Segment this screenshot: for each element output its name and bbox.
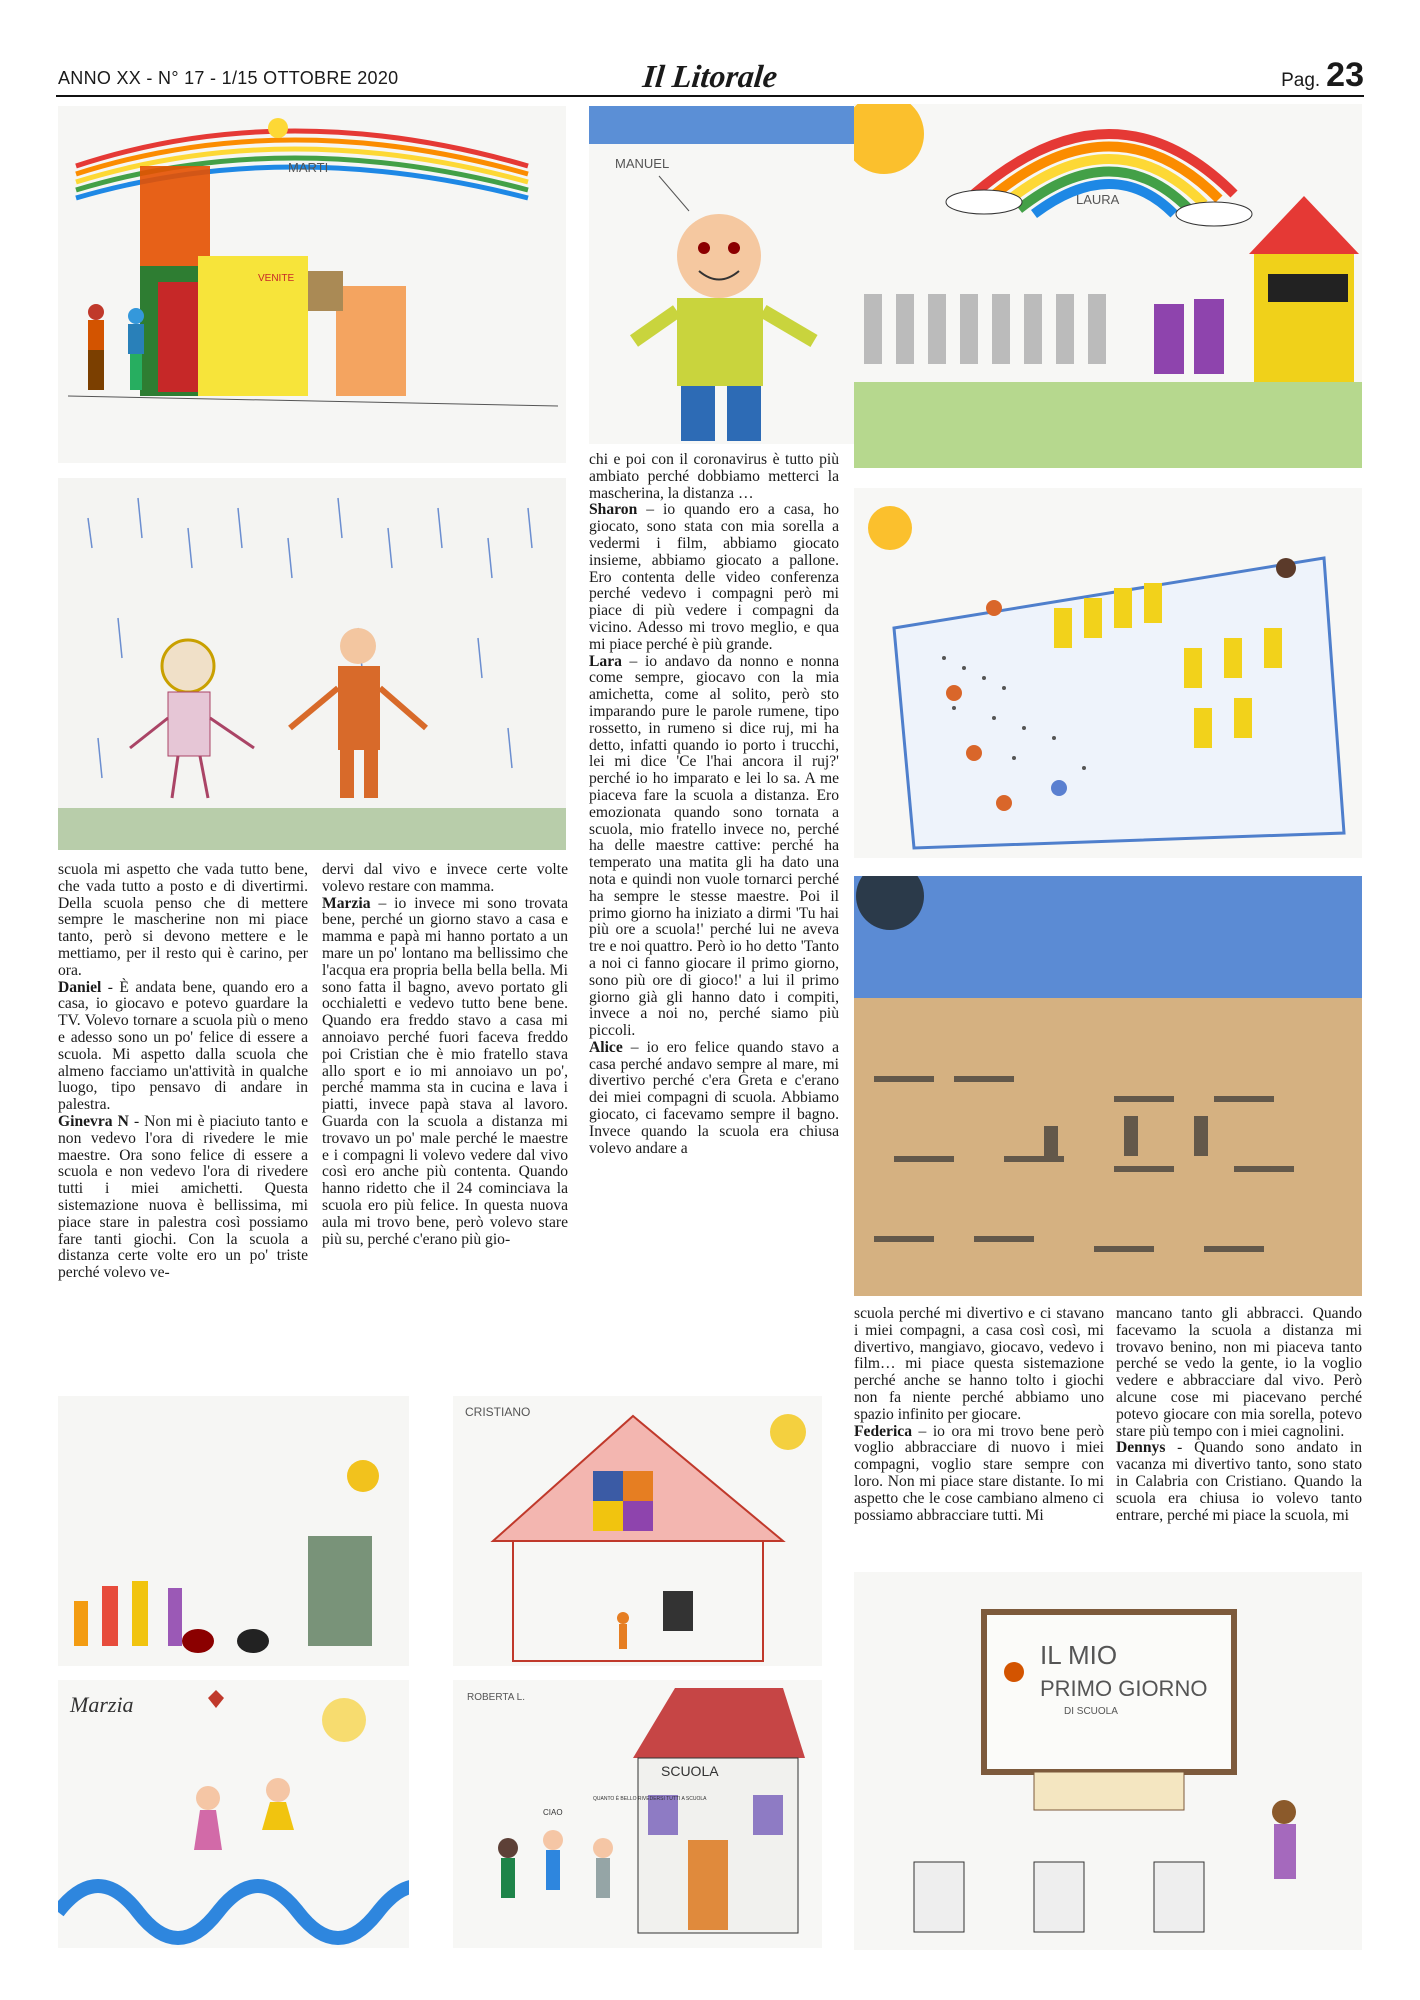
header-rule: [56, 95, 1364, 97]
dennys-answer: - Quando sono andato in vacanza mi divertivo tanto, sono stato in Calabria con Cristiano. Quando la scuola era chiusa io volevo tanto entrare, perché mi piace la scuola, mi: [1116, 1439, 1362, 1524]
issue-info: ANNO XX - N° 17 - 1/15 OTTOBRE 2020: [58, 68, 399, 88]
sharon-answer: – io quando ero a casa, ho giocato, sono stata con mia sorella a vedermi i film, abbiamo giocato insieme, abbiamo giocato a pallone. Ero contenta delle video conferenza perché vedevo i compagni però mi piace di più vedere i compagni da vicino. Adesso mi trovo meglio, e qua mi piace perché è più grande.: [589, 501, 839, 653]
intro-paragraph: scuola mi aspetto che vada tutto bene, che vada tutto a posto e di divertirmi. Della scuola penso che di mettere sempre le mascherine non mi piace tanto, però si devono mettere e le mettiamo, per il resto qui è carino, per ora.: [58, 861, 308, 979]
daniel-answer: - È andata bene, quando ero a casa, io giocavo e potevo guardare la TV. Volevo tornare a scuola più o meno e adesso sono un po' felice di essere a scuola. Mi aspetto dalla scuola che almeno facciamo un'attività in qualche luogo, tipo pensavo di andare in palestra.: [58, 978, 308, 1114]
article-column-1: [58, 862, 308, 1372]
drawing-marzia: [58, 1680, 409, 1948]
speaker-marzia: Marzia: [322, 894, 371, 912]
federica-answer: – io ora mi trovo bene però voglio abbracciare di nuovo i miei compagni, voglio stare sempre con loro. Non mi piace stare distante. Io mi aspetto che le cose cambiano almeno ci possiamo abbracciare tutti. Mi: [854, 1422, 1104, 1524]
marzia-name-text: Marzia: [70, 1692, 134, 1717]
board-line-2: PRIMO GIORNO: [1040, 1676, 1208, 1701]
page-label: Pag.: [1281, 70, 1321, 91]
marti-sign-text: VENITE: [258, 273, 295, 284]
roberta-sign-text: SCUOLA: [661, 1763, 719, 1779]
masthead-logo: [0, 58, 1420, 95]
drawing-laura: [854, 104, 1362, 468]
article-column-2: [322, 862, 568, 1372]
cristiano-name-text: CRISTIANO: [465, 1405, 531, 1419]
drawing-marti: [58, 106, 566, 463]
article-column-5: [1116, 1306, 1362, 1566]
ginevra-answer-continued: dervi dal vivo e invece certe volte volevo restare con mamma.: [322, 861, 568, 895]
drawing-blackboard: [854, 1572, 1362, 1950]
roberta-bubble-1: CIAO: [543, 1808, 563, 1817]
alice-answer-continued: scuola perché mi divertivo e ci stavano i miei compagni, a casa così così, mi divertivo, mangiavo, giocavo, vedevo i film… mi piace questa sistemazione perché anche se hanno tolto i giochi non fa niente perché abbiamo uno spazio infinito per giocare.: [854, 1305, 1104, 1423]
board-line-1: IL MIO: [1040, 1640, 1118, 1670]
drawing-cristiano: [453, 1396, 822, 1666]
speaker-daniel: Daniel: [58, 978, 102, 996]
marzia-answer-continued: chi e poi con il coronavirus è tutto più ambiato perché dobbiamo metterci la mascherina, la distanza …: [589, 451, 839, 502]
speaker-ginevra: Ginevra N: [58, 1112, 129, 1130]
speaker-alice: Alice: [589, 1038, 623, 1056]
speaker-lara: Lara: [589, 652, 622, 670]
drawing-classroom: [854, 488, 1362, 858]
speaker-sharon: Sharon: [589, 501, 638, 519]
speaker-dennys: Dennys: [1116, 1439, 1166, 1457]
manuel-name-text: MANUEL: [615, 156, 670, 171]
page-number-block: [1281, 56, 1364, 95]
article-column-4: [854, 1306, 1104, 1566]
board-line-3: DI SCUOLA: [1064, 1706, 1118, 1717]
page-number: 23: [1326, 56, 1364, 94]
marzia-answer: – io invece mi sono trovata bene, perché un giorno stavo a casa e mamma e papà mi hanno portato a un mare un po' lontano ma bellissimo che l'acqua era propria bella bella bella. Mi sono fatta il bagno, avevo portato gli occhialetti e vedevo tutto bene bene. Quando era freddo stavo a casa mi annoiavo perché fuori faceva freddo poi Cristian che è mio fratello stava allo sport e io mi annoiavo un po', perché mamma sta in cucina e lava i piatti, invece papà stava al lavoro. Guarda con la scuola a distanza mi trovavo un po' male perché le maestre e i compagni li volevo vedere dal vivo così ero anche più contenta. Quando hanno ridetto che il 24 cominciava la scuola ero più felice. In questa nuova aula mi trovo bene, però volevo stare più su, perché c'erano più gio-: [322, 894, 568, 1248]
masthead-text: Il Litorale: [641, 58, 780, 94]
ginevra-answer: - Non mi è piaciuto tanto e non vedevo l'ora di rivedere le mie maestre. Ora sono felice di essere a scuola e non vedevo l'ora di rivedere tutti i miei amichetti. Questa sistemazione nuova è bellissima, mi piace stare in palestra così possiamo fare tanti giochi. Con la scuola a distanza certe volte ero un po' triste perché volevo ve-: [58, 1112, 308, 1282]
speaker-federica: Federica: [854, 1422, 913, 1440]
article-column-3: [589, 452, 839, 1372]
drawing-rain-figures: [58, 478, 566, 850]
roberta-bubble-2: QUANTO È BELLO RIVEDERSI TUTTI A SCUOLA: [593, 1796, 707, 1802]
drawing-manuel: [589, 106, 865, 444]
drawing-roberta: [453, 1680, 822, 1948]
lara-answer: – io andavo da nonno e nonna come sempre, giocavo con la mia amichetta, come al solito, però sto imparando pure le parole rumene, tipo rossetto, in rumeno si dice ruj, mi ha detto, infatti quando io porto i trucchi, lei mi dice 'Ce l'hai ancora il ruj?' perché io ho imparato e lei lo sa. A me piaceva fare la scuola a distanza. Ero emozionata quando sono tornata a scuola, mio fratello invece no, perché ha delle maestre cattive: perché ha temperato una matita gli ha dato una nota e quindi non vuole tornarci perché ha sempre le stesse maestre. Poi il primo giorno ha iniziato a dirmi 'Tu hai più ore a scuola!' perché lui ne aveva tre e noi quattro. Però io ho detto 'Tanto a noi ci fanno giocare il primo giorno, sono più ore di gioco!' a lui il primo giorno già gli hanno dato i compiti, invece a noi no, perché siamo più piccoli.: [589, 652, 839, 1040]
alice-answer: – io ero felice quando stavo a casa perché andavo sempre al mare, mi divertivo perché c'era Greta e c'erano dei miei compagni di scuola. Abbiamo giocato, ci facevamo sempre il bagno. Invece quando la scuola era chiusa volevo andare a: [589, 1038, 839, 1157]
drawing-family: [58, 1396, 409, 1666]
drawing-desks: [854, 876, 1362, 1296]
roberta-name-text: ROBERTA L.: [467, 1692, 525, 1703]
laura-name-text: LAURA: [1076, 192, 1120, 207]
federica-answer-continued: mancano tanto gli abbracci. Quando facevamo la scuola a distanza mi trovavo benino, non mi piaceva tanto perché se vedo la gente, io la voglio vedere e abbracciare dal vivo. Però alcune cose mi piacevano perché potevo giocare con mia sorella, potevo stare più tempo con i miei cagnolini.: [1116, 1305, 1362, 1440]
marti-name-text: MARTI: [288, 160, 329, 175]
